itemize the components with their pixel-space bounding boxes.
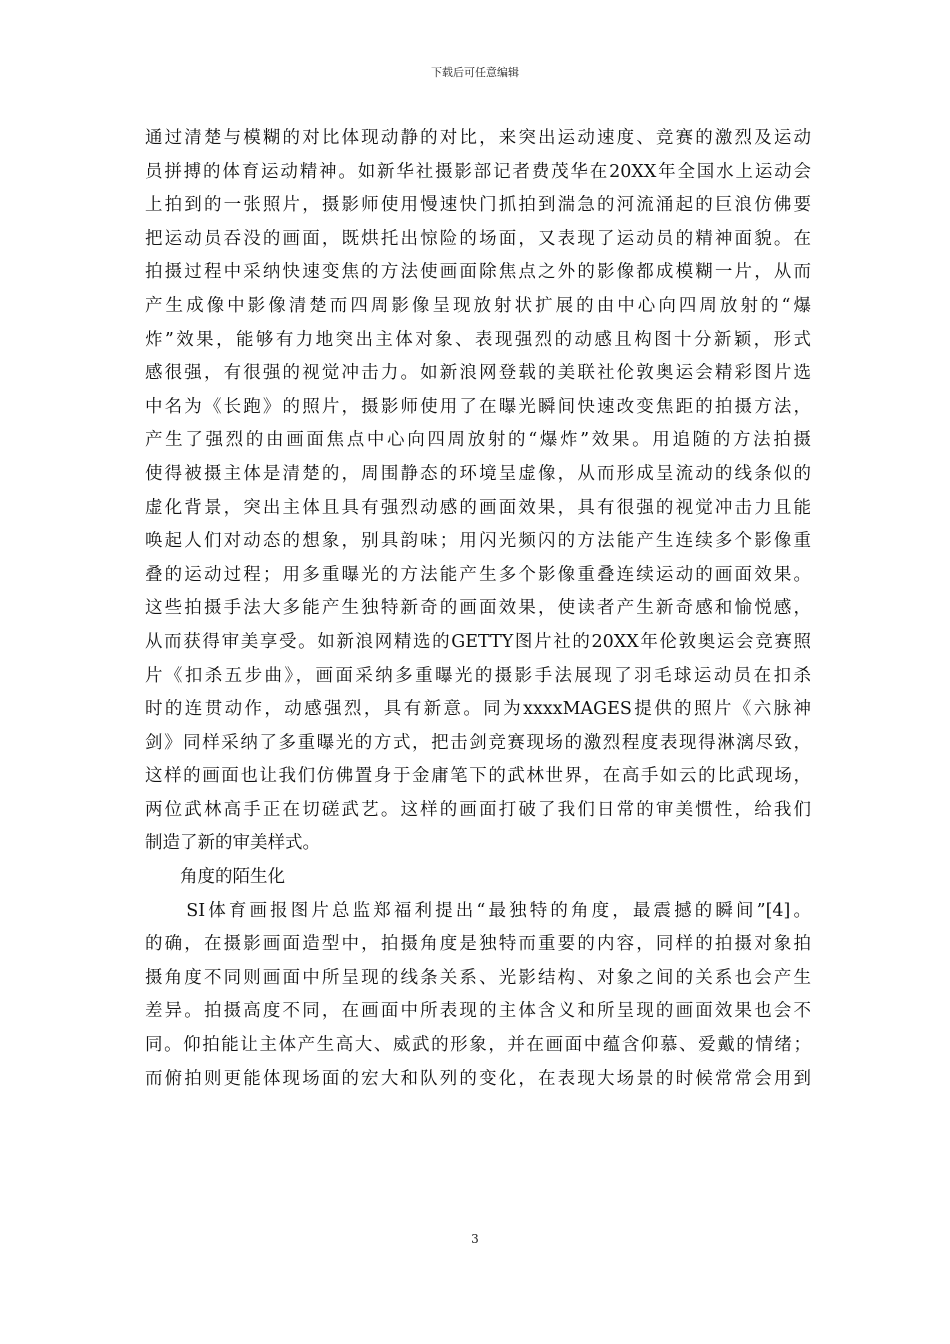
section-heading: 角度的陌生化 — [145, 867, 285, 888]
text-line: 同。仰拍能让主体产生高大、威武的形象，并在画面中蕴含仰慕、爱戴的情绪； — [145, 1035, 811, 1056]
text-line: 中名为《长跑》的照片，摄影师使用了在曝光瞬间快速改变焦距的拍摄方法， — [145, 396, 811, 417]
text-line: 这些拍摄手法大多能产生独特新奇的画面效果，使读者产生新奇感和愉悦感， — [145, 598, 811, 619]
text-line: 把运动员吞没的画面，既烘托出惊险的场面，又表现了运动员的精神面貌。在 — [145, 228, 811, 249]
text-line: 上拍到的一张照片，摄影师使用慢速快门抓拍到湍急的河流涌起的巨浪仿佛要 — [145, 195, 811, 216]
text-line: 感很强，有很强的视觉冲击力。如新浪网登载的美联社伦敦奥运会精彩图片选 — [145, 363, 811, 384]
text-line: 制造了新的审美样式。 — [145, 833, 320, 854]
page-header: 下载后可任意编辑 — [431, 66, 519, 79]
body-text — [145, 122, 811, 1096]
text-line: 时的连贯动作，动感强烈，具有新意。同为xxxxMAGES提供的照片《六脉神 — [145, 699, 811, 720]
text-line: 两位武林高手正在切磋武艺。这样的画面打破了我们日常的审美惯性，给我们 — [145, 799, 811, 820]
text-line: 拍摄过程中采纳快速变焦的方法使画面除焦点之外的影像都成模糊一片，从而 — [145, 262, 811, 283]
text-line: 产生成像中影像清楚而四周影像呈现放射状扩展的由中心向四周放射的“爆 — [145, 295, 811, 316]
text-line: 炸”效果，能够有力地突出主体对象、表现强烈的动感且构图十分新颖，形式 — [145, 329, 811, 350]
text-line: 从而获得审美享受。如新浪网精选的GETTY图片社的20XX年伦敦奥运会竞赛照 — [145, 631, 811, 652]
text-line: 虚化背景，突出主体且具有强烈动感的画面效果，具有很强的视觉冲击力且能 — [145, 497, 811, 518]
text-line: 唤起人们对动态的想象，别具韵味；用闪光频闪的方法能产生连续多个影像重 — [145, 531, 811, 552]
text-line: 剑》同样采纳了多重曝光的方式，把击剑竞赛现场的激烈程度表现得淋漓尽致， — [145, 732, 811, 753]
text-line: 摄角度不同则画面中所呈现的线条关系、光影结构、对象之间的关系也会产生 — [145, 967, 811, 988]
text-line: 差异。拍摄高度不同，在画面中所表现的主体含义和所呈现的画面效果也会不 — [145, 1001, 811, 1022]
text-line: 而俯拍则更能体现场面的宏大和队列的变化，在表现大场景的时候常常会用到 — [145, 1068, 811, 1089]
text-line: 片《扣杀五步曲》，画面采纳多重曝光的摄影手法展现了羽毛球运动员在扣杀 — [145, 665, 811, 686]
page-number: 3 — [471, 1232, 479, 1246]
text-line: SI体育画报图片总监郑福利提出“最独特的角度，最震撼的瞬间”[4]。 — [145, 900, 811, 921]
text-line: 员拼搏的体育运动精神。如新华社摄影部记者费茂华在20XX年全国水上运动会 — [145, 161, 811, 182]
text-line: 产生了强烈的由画面焦点中心向四周放射的“爆炸”效果。用追随的方法拍摄 — [145, 430, 811, 451]
text-line: 使得被摄主体是清楚的，周围静态的环境呈虚像，从而形成呈流动的线条似的 — [145, 463, 811, 484]
text-line: 这样的画面也让我们仿佛置身于金庸笔下的武林世界，在高手如云的比武现场， — [145, 766, 811, 787]
text-line: 的确，在摄影画面造型中，拍摄角度是独特而重要的内容，同样的拍摄对象拍 — [145, 934, 811, 955]
text-line: 通过清楚与模糊的对比体现动静的对比，来突出运动速度、竞赛的激烈及运动 — [145, 128, 811, 148]
text-line: 叠的运动过程；用多重曝光的方法能产生多个影像重叠连续运动的画面效果。 — [145, 564, 811, 585]
